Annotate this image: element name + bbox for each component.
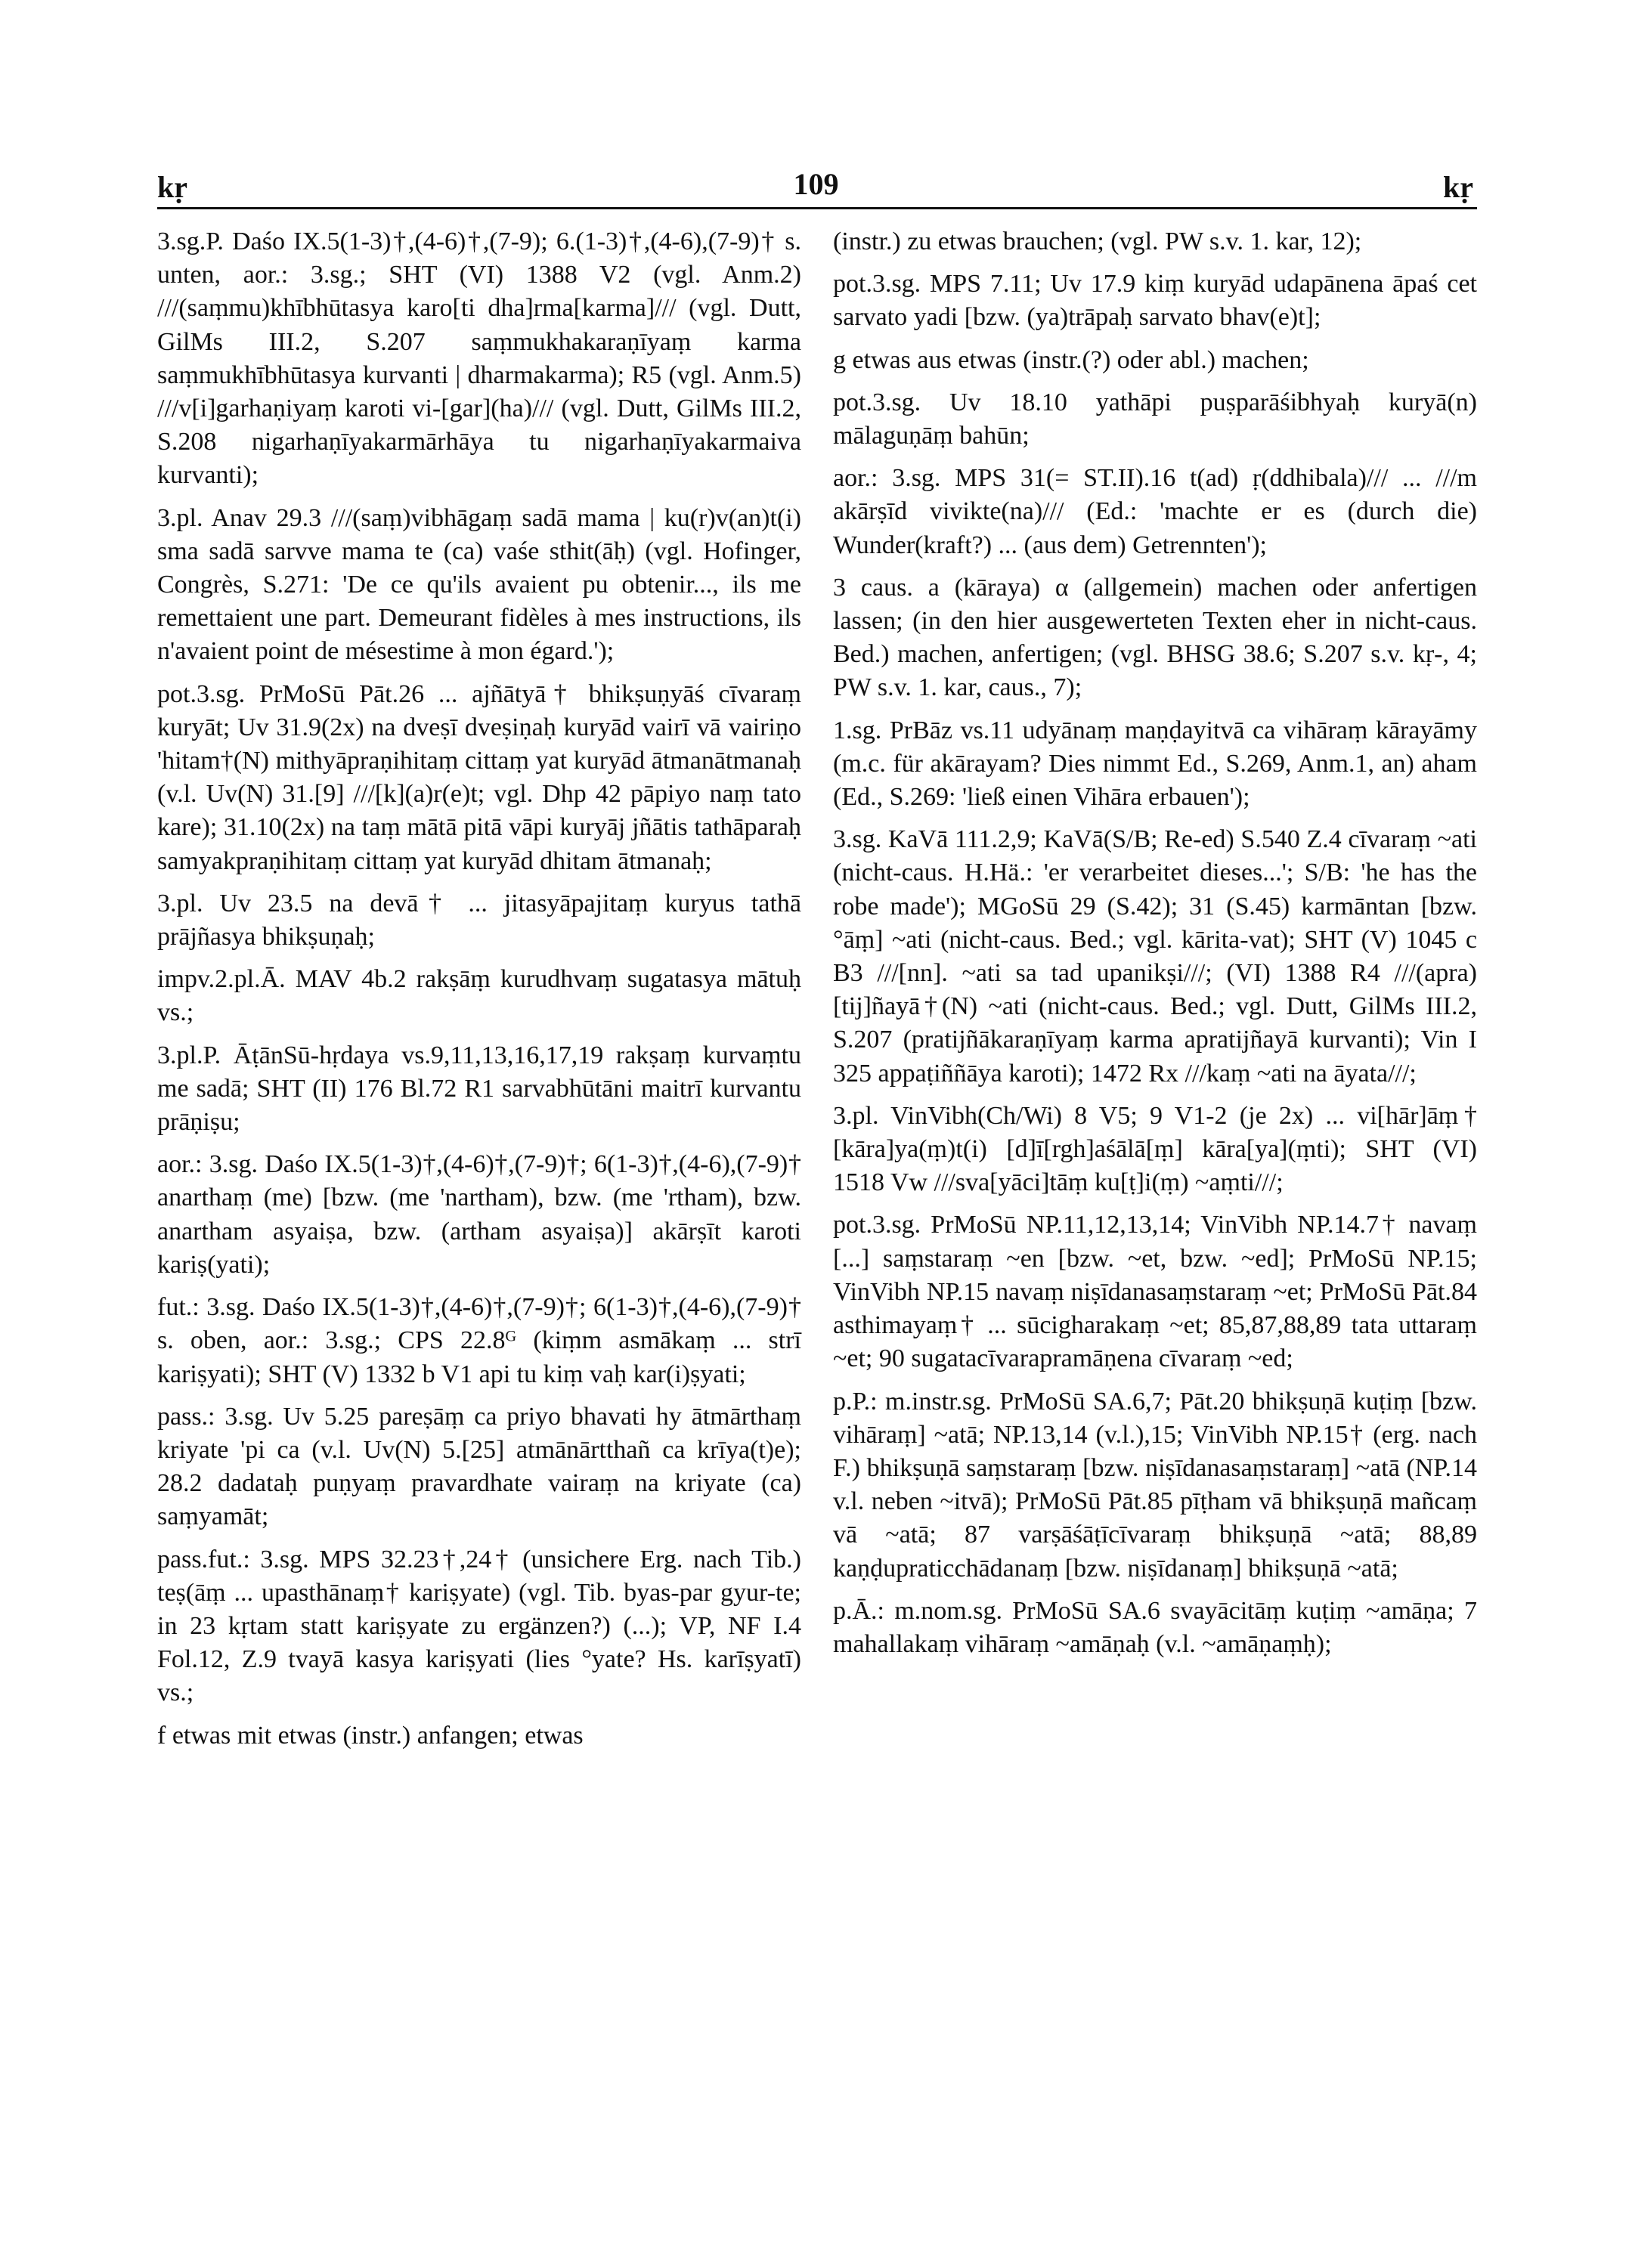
entry-paragraph: g etwas aus etwas (instr.(?) oder abl.) machen;: [833, 345, 1309, 374]
entry-paragraph: f etwas mit etwas (instr.) anfangen; etwas: [157, 1721, 584, 1750]
entry-paragraph: p.Ā.: m.nom.sg. PrMoSū SA.6 svayācitāṃ kuṭiṃ ~amāṇa; 7 mahallakaṃ vihāraṃ ~amāṇaḥ (v.l. ~amāṇaṃḥ);: [833, 1596, 1477, 1658]
entry-paragraph: pot.3.sg. Uv 18.10 yathāpi puṣparāśibhyaḥ kuryā(n) mālaguṇāṃ bahūn;: [833, 388, 1477, 450]
entry-paragraph: pot.3.sg. PrMoSū NP.11,12,13,14; VinVibh NP.14.7† navaṃ [...] saṃstaraṃ ~en [bzw. ~et, bzw. ~ed]; PrMoSū NP.15; VinVibh NP.15 navaṃ niṣīdanasaṃstaraṃ ~et; PrMoSū Pāt.84 asthimayaṃ† ... sūcigharakaṃ ~et; 85,87,88,89 tata uttaraṃ ~et; 90 sugatacīvarapramāṇena cīvaraṃ ~ed;: [833, 1211, 1477, 1373]
entry-paragraph: pass.fut.: 3.sg. MPS 32.23†,24† (unsichere Erg. nach Tib.) teṣ(āṃ ... upasthānaṃ† kariṣyate) (vgl. Tib. byas-par gyur-te; in 23 kṛtam statt kariṣyate zu ergänzen?) (...); VP, NF I.4 Fol.12, Z.9 tvayā kasya kariṣyati (lies °yate? Hs. karīṣyatī) vs.;: [157, 1545, 801, 1707]
entry-paragraph: p.P.: m.instr.sg. PrMoSū SA.6,7; Pāt.20 bhikṣuṇā kuṭiṃ [bzw. vihāraṃ] ~atā; NP.13,14 (v.l.),15; VinVibh NP.15† (erg. nach F.) bhikṣuṇā saṃstaraṃ [bzw. niṣīdanasaṃstaraṃ] ~atā (NP.14 v.l. neben ~itvā); PrMoSū Pāt.85 pīṭham vā bhikṣuṇā mañcaṃ vā ~atā; 87 varṣāśāṭīcīvaraṃ bhikṣuṇā ~atā; 88,89 kaṇḍupraticchādanaṃ [bzw. niṣīdanaṃ] bhikṣuṇā ~atā;: [833, 1387, 1477, 1583]
header-rule: [157, 207, 1477, 209]
entry-paragraph: (instr.) zu etwas brauchen; (vgl. PW s.v. 1. kar, 12);: [833, 227, 1362, 255]
entry-paragraph: 3.pl. Anav 29.3 ///(saṃ)vibhāgaṃ sadā mama | ku(r)v(an)t(i) sma sadā sarvve mama te (ca) vaśe sthit(āḥ) (vgl. Hofinger, Congrès, S.271: 'De ce qu'ils avaient pu obtenir..., ils me remettaient une part. Demeurant fidèles à mes instructions, ils n'avaient point de mésestime à mon égard.');: [157, 503, 801, 666]
entry-paragraph: fut.: 3.sg. Daśo IX.5(1-3)†,(4-6)†,(7-9)†; 6(1-3)†,(4-6),(7-9)† s. oben, aor.: 3.sg.; CPS 22.8ᴳ (kiṃm asmākaṃ ... strī kariṣyati); SHT (V) 1332 b V1 api tu kiṃ vaḥ kar(i)ṣyati;: [157, 1293, 801, 1388]
entry-paragraph: aor.: 3.sg. MPS 31(= ST.II).16 t(ad) ṛ(ddhibala)/// ... ///m akārṣīd vivikte(na)/// (Ed.: 'machte er es (durch die) Wunder(kraft?) ... (aus dem) Getrennten');: [833, 464, 1477, 559]
right-column: [833, 225, 1477, 1670]
entry-paragraph: 3.sg. KaVā 111.2,9; KaVā(S/B; Re-ed) S.540 Z.4 cīvaraṃ ~ati (nicht-caus. H.Hä.: 'er verarbeitet dieses...'; S/B: 'he has the robe made'); MGoSū 29 (S.42); 31 (S.45) karmāntan [bzw. °āṃ] ~ati (nicht-caus. Bed.; vgl. kārita-vat); SHT (V) 1045 c B3 ///[nn]. ~ati sa tad upanikṣi///; (VI) 1388 R4 ///(apra)[tij]ñayā†(N) ~ati (nicht-caus. Bed.; vgl. Dutt, GilMs III.2, S.207 (pratijñākaraṇīyaṃ karma apratijñayā kurvanti); Vin I 325 appaṭiññāya karoti); 1472 Rx ///kaṃ ~ati na āyata///;: [833, 825, 1477, 1088]
entry-paragraph: impv.2.pl.Ā. MAV 4b.2 rakṣāṃ kurudhvaṃ sugatasya mātuḥ vs.;: [157, 965, 801, 1027]
entry-paragraph: 1.sg. PrBāz vs.11 udyānaṃ maṇḍayitvā ca vihāraṃ kārayāmy (m.c. für akārayam? Dies nimmt Ed., S.269, Anm.1, an) aham (Ed., S.269: 'ließ einen Vihāra erbauen');: [833, 716, 1477, 812]
entry-paragraph: 3.pl. VinVibh(Ch/Wi) 8 V5; 9 V1-2 (je 2x) ... vi[hār]āṃ† [kāra]ya(ṃ)t(i) [d]ī[rgh]aśālā[ṃ] kāra[ya](ṃti); SHT (VI) 1518 Vw ///sva[yāci]tāṃ ku[ṭ]i(ṃ) ~aṃti///;: [833, 1101, 1477, 1197]
page-number: 109: [793, 167, 839, 201]
entry-paragraph: pass.: 3.sg. Uv 5.25 pareṣāṃ ca priyo bhavati hy ātmārthaṃ kriyate 'pi ca (v.l. Uv(N) 5.[25] atmānārtthañ ca krīya(t)e); 28.2 dadataḥ puṇyaṃ pravardhate vairaṃ na kriyate (ca) saṃyamāt;: [157, 1402, 801, 1531]
entry-paragraph: aor.: 3.sg. Daśo IX.5(1-3)†,(4-6)†,(7-9)†; 6(1-3)†,(4-6),(7-9)† anarthaṃ (me) [bzw. (me 'nartham), bzw. (me 'rtham), bzw. anartham asyaiṣa, bzw. (artham asyaiṣa)] akārṣīt karoti kariṣ(yati);: [157, 1150, 801, 1279]
entry-paragraph: 3.pl.P. ĀṭānSū-hṛdaya vs.9,11,13,16,17,19 rakṣaṃ kurvaṃtu me sadā; SHT (II) 176 Bl.72 R1 sarvabhūtāni maitrī kurvantu prāṇiṣu;: [157, 1041, 801, 1137]
entry-paragraph: 3.pl. Uv 23.5 na devā† ... jitasyāpajitaṃ kuryus tathā prājñasya bhikṣuṇaḥ;: [157, 889, 801, 951]
header-left-headword: kṛ: [157, 170, 187, 204]
left-column: [157, 225, 801, 1762]
entry-paragraph: pot.3.sg. MPS 7.11; Uv 17.9 kiṃ kuryād udapānena āpaś cet sarvato yadi [bzw. (ya)trāpaḥ sarvato bhav(e)t];: [833, 270, 1477, 332]
header-right-headword: kṛ: [1443, 170, 1473, 204]
entry-paragraph: pot.3.sg. PrMoSū Pāt.26 ... ajñātyā† bhikṣuṇyāś cīvaraṃ kuryāt; Uv 31.9(2x) na dveṣī dveṣiṇaḥ kuryād vairī vā vairiṇo 'hitam†(N) mithyāpraṇihitaṃ cittaṃ yat kuryād ātmanātmanaḥ (v.l. Uv(N) 31.[9] ///[k](a)r(e)t; vgl. Dhp 42 pāpiyo naṃ tato kare); 31.10(2x) na taṃ mātā pitā vāpi kuryāj jñātis tathāparaḥ samyakpraṇihitaṃ cittaṃ yat kuryād dhitam ātmanaḥ;: [157, 679, 801, 875]
entry-paragraph: 3.sg.P. Daśo IX.5(1-3)†,(4-6)†,(7-9); 6.(1-3)†,(4-6),(7-9)† s. unten, aor.: 3.sg.; SHT (VI) 1388 V2 (vgl. Anm.2) ///(saṃmu)khībhūtasya karo[ti dha]rma[karma]/// (vgl. Dutt, GilMs III.2, S.207 saṃmukhakaraṇīyaṃ karma saṃmukhībhūtasya kurvanti | dharmakarma); R5 (vgl. Anm.5) ///v[i]garhaṇiyaṃ karoti vi-[gar](ha)/// (vgl. Dutt, GilMs III.2, S.208 nigarhaṇīyakarmārhāya tu nigarhaṇīyakarmaiva kurvanti);: [157, 227, 801, 490]
entry-paragraph: 3 caus. a (kāraya) α (allgemein) machen oder anfertigen lassen; (in den hier ausgewerteten Texten eher in nicht-caus. Bed.) machen, anfertigen; (vgl. BHSG 38.6; S.207 s.v. kṛ-, 4; PW s.v. 1. kar, caus., 7);: [833, 573, 1477, 702]
